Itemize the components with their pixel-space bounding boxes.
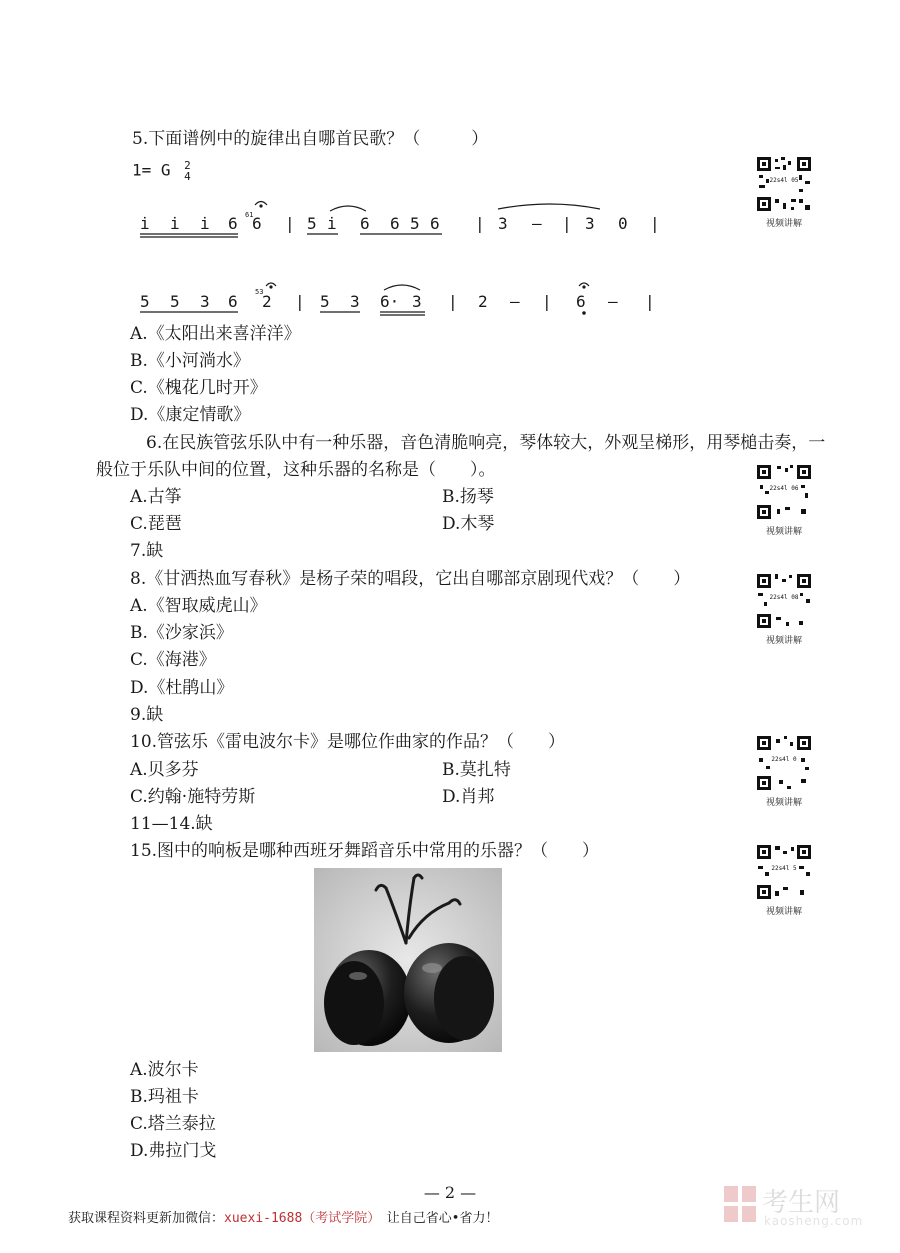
footer-wechat: xuexi-1688（考试学院） — [224, 1211, 374, 1226]
qr-icon — [755, 734, 813, 792]
note: 5 — [140, 292, 150, 311]
note: 6 — [390, 214, 400, 233]
q6-stem-line-2: 般位于乐队中间的位置，这种乐器的名称是（ ）。 — [96, 460, 496, 480]
q10-stem: 10.管弦乐《雷电波尔卡》是哪位作曲家的作品？（ ） — [130, 732, 566, 752]
qr-label: 22s4l 06 — [769, 485, 799, 492]
note: 3 — [200, 292, 210, 311]
q8-option-c[interactable]: C.《海港》 — [130, 650, 216, 670]
qr-caption: 视频讲解 — [765, 798, 802, 808]
q5-option-b[interactable]: B.《小河淌水》 — [130, 351, 250, 371]
footer — [68, 1207, 498, 1226]
qr-code-q10[interactable] — [754, 734, 814, 808]
note: 3 — [350, 292, 360, 311]
note: 5 — [307, 214, 317, 233]
q5-option-d[interactable]: D.《康定情歌》 — [130, 405, 251, 425]
q10-option-b[interactable]: B.莫扎特 — [442, 760, 511, 780]
note: 2 — [478, 292, 488, 311]
barline: | — [542, 292, 552, 311]
note: 0 — [618, 214, 628, 233]
note: i̇ — [200, 214, 210, 233]
q6-stem-line-1: 6.在民族管弦乐队中有一种乐器，音色清脆响亮，琴体较大，外观呈梯形，用琴槌击奏，一 — [146, 433, 826, 453]
grace-note: 61 — [245, 211, 254, 219]
q6-option-c[interactable]: C.琵琶 — [130, 514, 182, 534]
score-line-1 — [130, 195, 670, 245]
q15-option-c[interactable]: C.塔兰泰拉 — [130, 1114, 216, 1134]
note: 6 — [576, 292, 586, 311]
qr-code-q6[interactable] — [754, 463, 814, 537]
castanets-image — [314, 868, 502, 1052]
q8-option-a[interactable]: A.《智取威虎山》 — [130, 596, 267, 616]
note: 3 — [498, 214, 508, 233]
time-top: 2 — [184, 159, 191, 172]
note: 6 — [228, 292, 238, 311]
note: 6 — [228, 214, 238, 233]
qr-label: 22s4l 0 — [771, 756, 797, 763]
note: 6 — [430, 214, 440, 233]
footer-suffix: 让自己省心•省力！ — [373, 1211, 499, 1226]
q5-option-a[interactable]: A.《太阳出来喜洋洋》 — [130, 324, 301, 344]
qr-caption: 视频讲解 — [765, 219, 802, 229]
qr-icon — [755, 463, 813, 521]
q9-missing: 9.缺 — [130, 705, 164, 725]
q15-option-d[interactable]: D.弗拉门戈 — [130, 1141, 217, 1161]
q8-option-d[interactable]: D.《杜鹃山》 — [130, 678, 234, 698]
barline: | — [285, 214, 295, 233]
key-signature — [132, 160, 191, 182]
note: 2 — [262, 292, 272, 311]
q15-option-a[interactable]: A.波尔卡 — [130, 1060, 199, 1080]
barline: | — [448, 292, 458, 311]
note: 6 — [360, 214, 370, 233]
q6-option-b[interactable]: B.扬琴 — [442, 487, 494, 507]
note: 3 — [585, 214, 595, 233]
q8-stem: 8.《甘洒热血写春秋》是杨子荣的唱段，它出自哪部京剧现代戏？（ ） — [130, 569, 691, 589]
note: 6· — [380, 292, 400, 311]
dash: – — [532, 214, 542, 233]
dash: – — [608, 292, 618, 311]
qr-caption: 视频讲解 — [765, 527, 802, 537]
note: 5 — [320, 292, 330, 311]
qr-code-q8[interactable] — [754, 572, 814, 646]
qr-icon — [755, 155, 813, 213]
watermark-sub: kaosheng.com — [764, 1214, 864, 1228]
barline: | — [650, 214, 660, 233]
q8-option-b[interactable]: B.《沙家浜》 — [130, 623, 233, 643]
q5-stem: 5.下面谱例中的旋律出自哪首民歌？（ ） — [132, 129, 489, 149]
qr-icon — [755, 843, 813, 901]
note: 6 — [252, 214, 262, 233]
q15-stem: 15.图中的响板是哪种西班牙舞蹈音乐中常用的乐器？（ ） — [130, 841, 600, 861]
qr-icon — [755, 572, 813, 630]
note: i̇ — [327, 214, 337, 233]
qr-label: 22s4l 5 — [771, 865, 797, 872]
q7-missing: 7.缺 — [130, 541, 164, 561]
note: 5 — [410, 214, 420, 233]
dash: – — [510, 292, 520, 311]
watermark-text: 考生网 — [762, 1188, 841, 1218]
barline: | — [562, 214, 572, 233]
q6-option-a[interactable]: A.古筝 — [130, 487, 182, 507]
qr-label: 22s4l 05 — [769, 177, 799, 184]
footer-prefix: 获取课程资料更新加微信： — [68, 1211, 225, 1226]
qr-caption: 视频讲解 — [765, 907, 802, 917]
qr-code-q5[interactable] — [754, 155, 814, 229]
q15-option-b[interactable]: B.玛祖卡 — [130, 1087, 199, 1107]
qr-code-q15[interactable] — [754, 843, 814, 917]
note: 5 — [170, 292, 180, 311]
barline: | — [295, 292, 305, 311]
watermark — [720, 1178, 890, 1238]
note: i̇ — [140, 214, 150, 233]
q10-option-c[interactable]: C.约翰·施特劳斯 — [130, 787, 256, 807]
note: i̇ — [170, 214, 180, 233]
q11-14-missing: 11—14.缺 — [130, 814, 213, 834]
note: 3 — [412, 292, 422, 311]
q10-option-d[interactable]: D.肖邦 — [442, 787, 495, 807]
time-bottom: 4 — [184, 170, 191, 183]
qr-label: 22s4l 08 — [769, 594, 799, 601]
barline: | — [645, 292, 655, 311]
q6-option-d[interactable]: D.木琴 — [442, 514, 495, 534]
logo-icon — [720, 1182, 760, 1232]
grace-note: 53 — [255, 288, 264, 296]
qr-caption: 视频讲解 — [765, 636, 802, 646]
page-number: — 2 — — [423, 1183, 477, 1202]
q10-option-a[interactable]: A.贝多芬 — [130, 760, 199, 780]
barline: | — [475, 214, 485, 233]
q5-option-c[interactable]: C.《槐花几时开》 — [130, 378, 267, 398]
key-text: 1= G — [132, 160, 171, 180]
